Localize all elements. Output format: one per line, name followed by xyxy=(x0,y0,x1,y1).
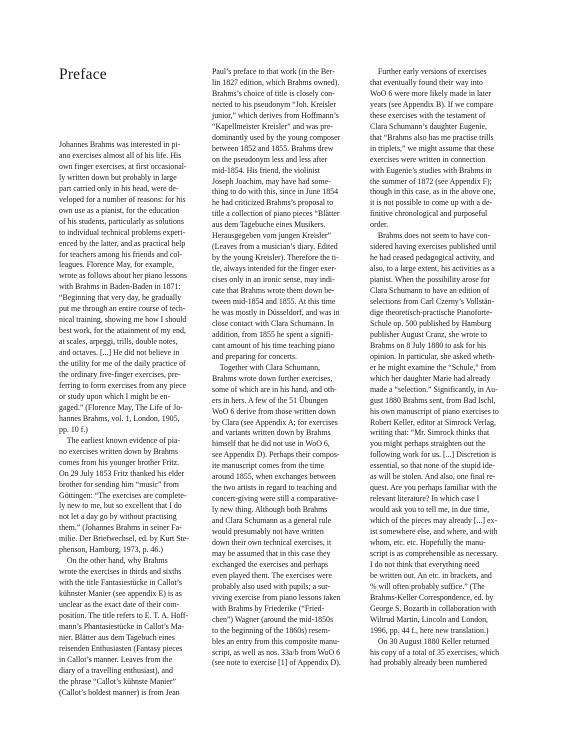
text-line: WoO 6 derive from those written down xyxy=(212,406,336,416)
text-line: his own manuscript of piano exercises to xyxy=(370,406,499,416)
text-line: title a collection of piano pieces “Blätter xyxy=(212,209,340,219)
text-line: ano exercises almost all of his life. His xyxy=(59,150,182,160)
text-line: years (see Appendix B). If we compare xyxy=(370,99,494,109)
text-line: George S. Bozarth in collaboration with xyxy=(370,603,497,613)
text-line: also, to a large extent, his activities as a xyxy=(370,264,495,274)
text-line: cises only in an ironic sense, may indi- xyxy=(212,275,335,285)
text-line: Wiltrud Martin, Lincoln and London, xyxy=(370,614,489,624)
text-line: whom, etc. etc. Hopefully the manu- xyxy=(370,537,486,547)
text-line: and octaves. [...] He did not believe in xyxy=(59,348,180,358)
text-column-middle xyxy=(212,67,350,669)
text-line: thing to do with this, since in June 1854 xyxy=(212,187,339,197)
text-line: Together with Clara Schumann, xyxy=(212,362,320,372)
text-line: may be assumed that in this case they xyxy=(212,548,331,558)
text-line: had probably already been numbered xyxy=(370,658,487,668)
text-line: Brahms does not seem to have con- xyxy=(370,231,491,241)
text-line: that “Brahms also has me practise trills xyxy=(370,132,494,142)
text-line: as will be stolen. And also, one final re- xyxy=(370,472,496,482)
text-line: it is not possible to come up with a de- xyxy=(370,198,493,208)
text-line: aus dem Tagebuche eines Musikers. xyxy=(212,220,326,230)
text-line: the ordinary five-finger exercises, pre- xyxy=(59,370,181,380)
text-line: ly new thing. Although both Brahms xyxy=(212,505,328,515)
text-line: which her daughter Marie had already xyxy=(370,373,491,383)
text-line: ferring to form exercises from any piece xyxy=(59,380,187,390)
text-line: at scales, arpeggi, trills, double notes, xyxy=(59,337,178,347)
text-column-left xyxy=(59,140,197,699)
text-line: writing that: “Mr. Simrock thinks that xyxy=(370,428,490,438)
text-line: publisher August Cranz, she wrote to xyxy=(370,329,488,339)
text-line: milie. Der Briefwechsel, ed. by Kurt Ste- xyxy=(59,534,189,544)
text-line: the two artists in regard to teaching and xyxy=(212,483,337,493)
text-line: by Clara (see Appendix A; for exercises xyxy=(212,417,338,427)
text-line: part carried only in his head, were de- xyxy=(59,183,179,193)
text-line: for teachers among his friends and col- xyxy=(59,249,183,259)
text-line: On 29 July 1853 Fritz thanked his elder xyxy=(59,468,185,478)
text-line: 1996, pp. 44 f., here new translation.) xyxy=(370,625,489,635)
text-line: tween mid-1854 and 1855. At this time xyxy=(212,297,336,307)
text-line: relevant literature? In which case I xyxy=(370,494,480,504)
text-line: diary of a travelling enthusiast), and xyxy=(59,665,173,675)
text-column-right xyxy=(370,67,508,669)
text-line: with Eugenie’s studies with Brahms in xyxy=(370,165,492,175)
text-line: with the title Fantasiestücke in Callot’s xyxy=(59,578,182,588)
text-line: nical training, showing me how I should xyxy=(59,315,187,325)
text-line: (Callot’s boldest manner) is from Jean xyxy=(59,687,180,697)
text-line: Johannes Brahms was interested in pi- xyxy=(59,140,181,149)
text-line: the utility for me of the daily practice of xyxy=(59,359,186,369)
text-line: quest. Are you perhaps familiar with the xyxy=(370,483,497,493)
text-line: you might perhaps straighten out the xyxy=(370,439,486,449)
text-line: sidered having exercises published until xyxy=(370,242,497,252)
text-line: concert-giving were still a comparative- xyxy=(212,494,339,504)
text-line: script, as well as nos. 33a/b from WoO 6 xyxy=(212,647,341,657)
text-line: these exercises with the testament of xyxy=(370,110,486,120)
text-line: % will often probably suffice.” (The xyxy=(370,581,485,591)
text-line: cate that Brahms wrote them down be- xyxy=(212,286,335,296)
text-line: I do not think that everything need xyxy=(370,559,480,569)
text-line: The earliest known evidence of pia- xyxy=(59,435,181,445)
text-line: chen”) Wagner (around the mid-1850s xyxy=(212,614,334,624)
text-line: ly written down but probably in large xyxy=(59,172,177,182)
text-line: the phrase “Callot’s kühnste Manier” xyxy=(59,676,177,686)
text-line: by the young Kreisler). Therefore the ti- xyxy=(212,253,339,263)
text-line: close contact with Clara Schumann. In xyxy=(212,318,334,328)
text-line: ite manuscript comes from the time xyxy=(212,461,324,471)
text-line: er he might examine the “Schule,” from xyxy=(370,362,496,372)
text-line: brother for sending him “music” from xyxy=(59,479,179,489)
text-line: with Brahms by Friederike (“Fried- xyxy=(212,603,325,613)
text-line: Robert Keller, editor at Simrock Verlag, xyxy=(370,417,496,427)
text-line: around 1855, when exchanges between xyxy=(212,472,336,482)
text-line: Schule op. 500 published by Hamburg xyxy=(370,318,492,328)
text-line: junior,” which derives from Hoffmann’s xyxy=(212,110,339,120)
text-line: dige theoretisch-practische Pianoforte- xyxy=(370,307,493,317)
text-line: script is as comprehensible as necessary. xyxy=(370,548,498,558)
text-line: the summer of 1872 (see Appendix F); xyxy=(370,176,492,186)
text-line: bles an entry from this composite manu- xyxy=(212,636,340,646)
text-line: best work, for the attainment of my end, xyxy=(59,326,186,336)
text-line: Brahms-Keller Correspondence, ed. by xyxy=(370,592,494,602)
text-line: following work for us. [...] Discretion is xyxy=(370,450,497,460)
text-line: his copy of a total of 35 exercises, which xyxy=(370,647,500,657)
text-line: himself that he did not use in WoO 6, xyxy=(212,439,330,449)
text-line: essential, so that none of the stupid ide- xyxy=(370,461,495,471)
text-line: in Callot’s manner. Leaves from the xyxy=(59,654,173,664)
text-line: Further early versions of exercises xyxy=(370,67,487,76)
text-line: pp. 10 f.) xyxy=(59,424,88,434)
text-line: On the other hand, why Brahms xyxy=(59,556,168,566)
text-line: viving exercise from piano lessons taken xyxy=(212,592,341,602)
text-line: he was mostly in Düsseldorf, and was in xyxy=(212,307,340,317)
text-line: in triplets,” we might assume that these xyxy=(370,143,495,153)
text-line: that eventually found their way into xyxy=(370,77,483,87)
text-line: or study upon which I might be en- xyxy=(59,391,171,401)
text-line: comes from his younger brother Fritz. xyxy=(59,457,180,467)
text-line: selections from Carl Czerny’s Vollstän- xyxy=(370,297,495,307)
text-line: gaged.” (Florence May, The Life of Jo- xyxy=(59,402,183,412)
text-line: even played them. The exercises were xyxy=(212,570,332,580)
text-line: wrote as follows about her piano lessons xyxy=(59,271,187,281)
text-line: Joseph Joachim, may have had some- xyxy=(212,176,331,186)
text-line: see Appendix D). Perhaps their compos- xyxy=(212,450,340,460)
page-title: Preface xyxy=(59,66,107,83)
text-line: be written out. An etc. in brackets, and xyxy=(370,570,492,580)
text-line: kühnster Manier (see appendix E) is as xyxy=(59,589,182,599)
text-line: tle, always intended for the finger exer- xyxy=(212,264,337,274)
text-line: Göttingen: “The exercises are complete- xyxy=(59,490,187,500)
text-line: to the beginning of the 1860s) resem- xyxy=(212,625,331,635)
text-line: and preparing for concerts. xyxy=(212,351,298,361)
text-line: them.” (Johannes Brahms in seiner Fa- xyxy=(59,523,182,533)
text-line: cant amount of his time teaching piano xyxy=(212,340,335,350)
text-line: “Kapellmeister Kreisler” and was pre- xyxy=(212,121,333,131)
text-line: some of which are in his hand, and oth- xyxy=(212,384,337,394)
text-line: mid-1854. His friend, the violinist xyxy=(212,165,320,175)
text-line: opinion. In particular, she asked wheth- xyxy=(370,351,495,361)
text-line: hannes Brahms, vol. 1, London, 1905, xyxy=(59,413,180,423)
text-line: (Leaves from a musician’s diary. Edited xyxy=(212,242,338,252)
text-line: Clara Schumann to have an edition of xyxy=(370,286,490,296)
text-line: (see note to exercise [1] of Appendix D). xyxy=(212,658,341,668)
text-line: put me through an entire course of tech- xyxy=(59,304,186,314)
text-line: Herausgegeben vom jungen Kreisler” xyxy=(212,231,331,241)
text-line: pianist. When the possibility arose for xyxy=(370,275,490,285)
text-line: own finger exercises, at first occasional- xyxy=(59,161,187,171)
text-line: no exercises written down by Brahms xyxy=(59,446,178,456)
text-line: ly new to me, but so excellent that I do xyxy=(59,501,182,511)
text-line: order. xyxy=(370,220,389,230)
text-line: he had ceased pedagogical activity, and xyxy=(370,253,495,263)
text-line: finitive chronological and purposeful xyxy=(370,209,488,219)
text-line: would presumably not have written xyxy=(212,527,324,537)
text-line: nier. Blätter aus dem Tagebuch eines xyxy=(59,632,175,642)
text-line: exchanged the exercises and perhaps xyxy=(212,559,329,569)
text-line: wrote the exercises in thirds and sixths xyxy=(59,567,182,577)
text-line: position. The title refers to E. T. A. Hoff- xyxy=(59,610,189,620)
text-line: and variants written down by Brahms xyxy=(212,428,331,438)
text-line: On 30 August 1880 Keller returned xyxy=(370,636,490,646)
text-line: Brahms wrote down further exercises, xyxy=(212,373,333,383)
text-line: ers in hers. A few of the 51 Übungen xyxy=(212,395,328,405)
text-line: dominantly used by the young composer xyxy=(212,132,341,142)
text-line: he had criticized Brahms’s proposal to xyxy=(212,198,334,208)
text-line: ist somewhere else, and where, and with xyxy=(370,527,498,537)
text-line: not let a day go by without practising xyxy=(59,512,177,522)
text-line: leagues. Florence May, for example, xyxy=(59,260,174,270)
text-line: Paul’s preface to that work (in the Ber- xyxy=(212,67,335,76)
text-line: would ask you to tell me, in due time, xyxy=(370,505,490,515)
text-line: unclear as the exact date of their com- xyxy=(59,600,180,610)
text-line: and Clara Schumann as a general rule xyxy=(212,516,332,526)
text-line: lin 1827 edition, which Brahms owned). xyxy=(212,77,340,87)
text-line: Clara Schumann’s daughter Eugenie, xyxy=(370,121,488,131)
text-line: phenson, Hamburg, 1973, p. 46.) xyxy=(59,545,163,555)
text-line: own use as a pianist, for the education xyxy=(59,205,180,215)
text-line: enced by the latter, and as practical help xyxy=(59,238,186,248)
text-line: mann’s Phantasiestücke in Callot’s Ma- xyxy=(59,621,184,631)
text-line: of his students, particularly as solutions xyxy=(59,216,184,226)
text-line: exercises were written in connection xyxy=(370,154,486,164)
text-line: “Beginning that very day, he gradually xyxy=(59,293,182,303)
text-line: on the pseudonym less and less after xyxy=(212,154,328,164)
text-line: nected to his pseudonym “Joh. Kreisler xyxy=(212,99,337,109)
text-line: made a “selection.” Significantly, in Au- xyxy=(370,384,498,394)
text-line: Brahms on 8 July 1880 to ask for his xyxy=(370,340,487,350)
text-line: though in this case, as in the above one, xyxy=(370,187,496,197)
text-line: to individual technical problems experi- xyxy=(59,227,186,237)
text-line: reisenden Enthusiasten (Fantasy pieces xyxy=(59,643,183,653)
text-line: addition, from 1855 he spent a signifi- xyxy=(212,329,334,339)
text-line: between 1852 and 1855. Brahms drew xyxy=(212,143,334,153)
text-line: Brahms’s choice of title is closely con- xyxy=(212,88,335,98)
text-line: probably also used with pupils; a sur- xyxy=(212,581,331,591)
text-line: which of the pieces may already [...] ex- xyxy=(370,516,498,526)
text-line: with Brahms in Baden-Baden in 1871: xyxy=(59,282,181,292)
text-line: down their own technical exercises, it xyxy=(212,537,332,547)
text-line: gust 1880 Brahms sent, from Bad Ischl, xyxy=(370,395,496,405)
text-line: WoO 6 were more likely made in later xyxy=(370,88,491,98)
text-line: veloped for a number of reasons: for his xyxy=(59,194,186,204)
